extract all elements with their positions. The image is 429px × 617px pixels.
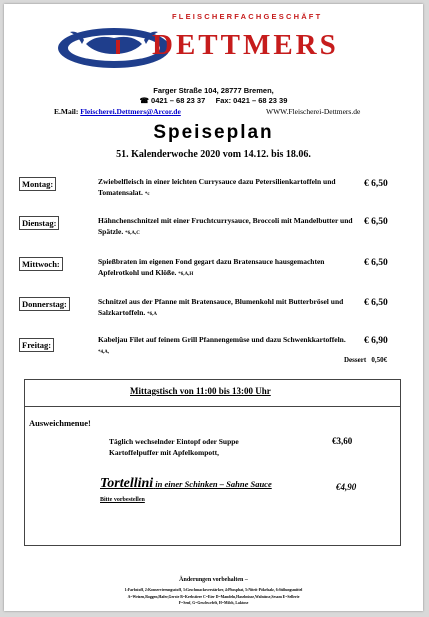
allergen-code: *6,A,H [178,272,194,277]
day-label-freitag: Freitag: [19,338,54,352]
logo-wordmark: DETTMERS [152,29,339,61]
alt-dish-line: Täglich wechselnder Eintopf oder Suppe [109,437,239,446]
dish-dienstag [98,215,358,239]
alt-price-1: €3,60 [332,436,353,446]
allergen-code: *6,A [147,312,158,317]
dish-text: Zwiebelfleisch in einer leichten Currysauce dazu Petersilienkartoffeln und Tomatensalat. [98,177,336,197]
price-freitag: € 6,90 [364,336,388,346]
allergens-line: A=Weizen,Roggen,Hafer,Gerste B=Krebstiere C=Eier D=Mandeln,Haselnüsse,Walnüsse,Sesam E=Sellerie [127,595,300,599]
email-link[interactable]: Fleischerei.Dettmers@Arcor.de [80,107,181,116]
alternative-menu-heading: Ausweichmenue! [29,418,91,428]
allergen-code: *c [144,192,150,197]
allergens-line-2: F=Senf, G=Geschwefelt, H=Milch, Laktose [178,601,249,605]
special-name: Tortellini [100,476,154,491]
menu-title: Speiseplan [153,122,274,143]
special-price: €4,90 [336,482,357,492]
lunch-box [24,379,401,546]
price-dienstag: € 6,50 [364,217,388,227]
phone-number: 0421 – 68 23 37 [151,96,206,105]
dish-donnerstag [98,296,358,320]
price-montag: € 6,50 [364,179,388,189]
day-label-dienstag: Dienstag: [19,216,59,230]
dish-freitag [98,334,358,358]
special-desc: in einer Schinken – Sahne Sauce [155,479,272,489]
price-mittwoch: € 6,50 [364,258,388,268]
alt-dish-line: Kartoffelpuffer mit Apfelkompott, [109,448,220,457]
alt-dish-1 [109,436,239,458]
allergen-code: *6,A,C [125,231,140,236]
fax-number: Fax: 0421 – 68 23 39 [215,96,288,105]
changes-note: Änderungen vorbehalten – [179,577,248,583]
dessert-line [344,356,387,364]
week-range: 51. Kalenderwoche 2020 vom 14.12. bis 18.06. [116,149,311,160]
additives-line: 1:Farbstoff, 2:Konservierungsstoff, 3:Geschmacksverstärker, 4:Phosphat, 5:Nitrit-Pökelsalz, 6:Süßungsmittel [124,588,303,592]
website-text: WWW.Fleischerei-Dettmers.de [266,107,361,116]
address-street: Farger Straße 104, 28777 Bremen, [153,86,274,95]
email-line [54,107,181,116]
dish-mittwoch [98,256,358,280]
price-donnerstag: € 6,50 [364,298,388,308]
logo-subtitle: FLEISCHERFACHGESCHÄFT [172,12,323,21]
preorder-note: Bitte vorbestellen [100,497,145,503]
dish-text: Kabeljau Filet auf feinem Grill Pfannengemüse und dazu Schwenkkartoffeln. [98,335,346,344]
allergen-code: *4,A, [98,350,110,355]
day-label-donnerstag: Donnerstag: [19,297,70,311]
phone-fax [4,96,423,105]
menu-document [4,4,423,611]
dessert-label: Dessert [344,356,367,364]
email-label: E.Mail: [54,107,79,116]
dessert-price: 0,50€ [371,356,388,364]
dish-montag [98,176,358,200]
dish-text: Spießbraten im eigenen Fond gegart dazu Bratensauce hausgemachten Apfelrotkohl und Klöße. [98,257,325,277]
dish-text: Hähnchenschnitzel mit einer Fruchtcurrysauce, Broccoli mit Mandelbutter und Spätzle. [98,216,353,236]
day-label-mittwoch: Mittwoch: [19,257,63,271]
dish-text: Schnitzel aus der Pfanne mit Bratensauce, Blumenkohl mit Butterbrösel und Salzkartoffeln. [98,297,344,317]
tortellini-dish [100,476,272,492]
lunch-hours: Mittagstisch von 11:00 bis 13:00 Uhr [130,386,271,396]
phone-icon: ☎ [139,96,149,105]
day-label-montag: Montag: [19,177,56,191]
divider [24,406,400,407]
